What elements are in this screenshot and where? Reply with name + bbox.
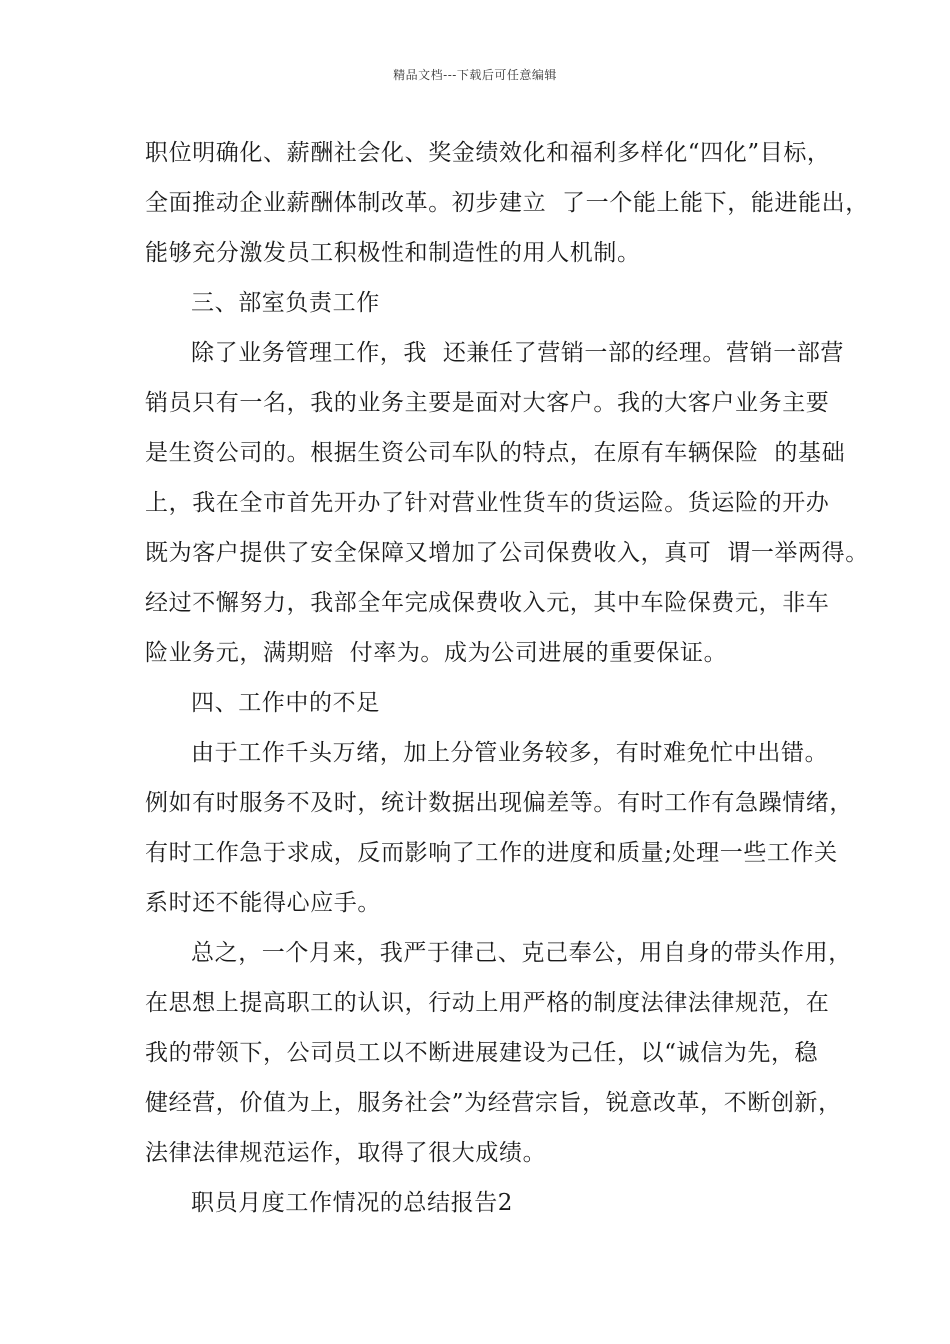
text-line: 有时工作急于求成，反而影响了工作的进度和质量;处理一些工作关 xyxy=(145,840,838,866)
text-line: 健经营，价值为上，服务社会”为经营宗旨，锐意改革，不断创新， xyxy=(145,1090,842,1116)
text-line: 法律法律规范运作，取得了很大成绩。 xyxy=(145,1140,547,1166)
text-line: 四、工作中的不足 xyxy=(191,690,380,716)
text-line: 由于工作千头万绪，加上分管业务较多，有时难免忙中出错。 xyxy=(191,740,829,766)
text-line: 全面推动企业薪酬体制改革。初步建立 了一个能上能下，能进能出， xyxy=(145,190,869,216)
text-line: 总之，一个月来，我严于律己、克己奉公，用自身的带头作用， xyxy=(191,940,852,966)
page-header: 精品文档---下载后可任意编辑 xyxy=(393,68,557,82)
text-line: 三、部室负责工作 xyxy=(191,290,380,316)
document-body xyxy=(145,128,869,1228)
text-line: 上，我在全市首先开办了针对营业性货车的货运险。货运险的开办 xyxy=(145,490,830,516)
text-line: 我的带领下，公司员工以不断进展建设为己任，以“诚信为先，稳 xyxy=(145,1040,819,1066)
text-line: 职位明确化、薪酬社会化、奖金绩效化和福利多样化“四化”目标， xyxy=(145,140,831,166)
text-line: 除了业务管理工作，我 还兼任了营销一部的经理。营销一部营 xyxy=(191,340,845,366)
text-line: 既为客户提供了安全保障又增加了公司保费收入，真可 谓一举两得。 xyxy=(145,540,869,566)
text-line: 销员只有一名，我的业务主要是面对大客户。我的大客户业务主要 xyxy=(145,390,830,416)
text-line: 险业务元，满期赔 付率为。成为公司进展的重要保证。 xyxy=(145,640,728,666)
text-line: 经过不懈努力，我部全年完成保费收入元，其中车险保费元，非车 xyxy=(145,590,830,616)
text-line: 例如有时服务不及时，统计数据出现偏差等。有时工作有急躁情绪， xyxy=(145,790,853,816)
text-line: 系时还不能得心应手。 xyxy=(145,890,381,916)
text-line: 是生资公司的。根据生资公司车队的特点，在原有车辆保险 的基础 xyxy=(145,440,846,466)
text-line: 职员月度工作情况的总结报告2 xyxy=(191,1190,514,1216)
text-line: 能够充分激发员工积极性和制造性的用人机制。 xyxy=(145,240,641,266)
text-line: 在思想上提高职工的认识，行动上用严格的制度法律法律规范，在 xyxy=(145,990,830,1016)
